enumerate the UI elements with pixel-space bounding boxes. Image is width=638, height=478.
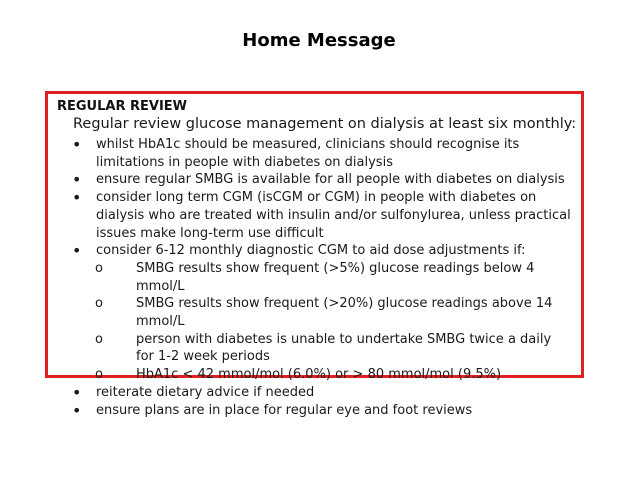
review-item-text: whilst HbA1c should be measured, clinicians should recognise its limitations in people with diabetes on dialysis bbox=[96, 137, 520, 170]
sub-bullet-icon: o bbox=[95, 296, 103, 312]
review-sub-item-text: person with diabetes is unable to undertake SMBG twice a daily for 1-2 week periods bbox=[136, 331, 552, 365]
review-sub-list-container bbox=[48, 260, 581, 384]
review-item bbox=[48, 242, 581, 260]
review-sub-item bbox=[48, 260, 581, 295]
review-item-list bbox=[48, 136, 581, 419]
review-sub-item bbox=[48, 295, 581, 330]
review-sub-item-text: SMBG results show frequent (>5%) glucose readings below 4 mmol/L bbox=[136, 260, 535, 294]
bullet-icon: • bbox=[72, 241, 82, 261]
review-item bbox=[48, 189, 581, 242]
review-item-text: consider long term CGM (isCGM or CGM) in people with diabetes on dialysis who are treated with insulin and/or sulfonylurea, unless practical issues make long-term use difficult bbox=[96, 190, 571, 241]
regular-review-box bbox=[45, 91, 584, 420]
box-subheading: Regular review glucose management on dialysis at least six monthly: bbox=[73, 116, 577, 132]
slide-title: Home Message bbox=[242, 30, 396, 51]
review-item bbox=[48, 402, 581, 420]
sub-bullet-icon: o bbox=[95, 367, 103, 383]
review-sub-item-text: HbA1c < 42 mmol/mol (6.0%) or > 80 mmol/mol (9.5%) bbox=[136, 367, 502, 383]
review-item-text: ensure plans are in place for regular eye and foot reviews bbox=[96, 402, 473, 418]
sub-bullet-icon: o bbox=[95, 331, 103, 347]
sub-bullet-icon: o bbox=[95, 260, 103, 276]
review-item bbox=[48, 171, 581, 189]
review-sub-list bbox=[48, 260, 581, 384]
bullet-icon: • bbox=[72, 135, 82, 154]
bullet-icon: • bbox=[72, 188, 82, 208]
box-heading: REGULAR REVIEW bbox=[57, 99, 188, 114]
review-item-text: reiterate dietary advice if needed bbox=[96, 384, 315, 400]
review-sub-item bbox=[48, 331, 581, 366]
review-sub-item-text: SMBG results show frequent (>20%) glucose readings above 14 mmol/L bbox=[136, 296, 553, 330]
review-item bbox=[48, 136, 581, 171]
review-item-text: consider 6-12 monthly diagnostic CGM to aid dose adjustments if: bbox=[96, 243, 526, 259]
bullet-icon: • bbox=[72, 170, 82, 190]
bullet-icon: • bbox=[72, 400, 82, 420]
bullet-icon: • bbox=[72, 382, 82, 402]
review-sub-item bbox=[48, 366, 581, 384]
review-item-text: ensure regular SMBG is available for all people with diabetes on dialysis bbox=[96, 172, 565, 188]
review-item bbox=[48, 384, 581, 402]
